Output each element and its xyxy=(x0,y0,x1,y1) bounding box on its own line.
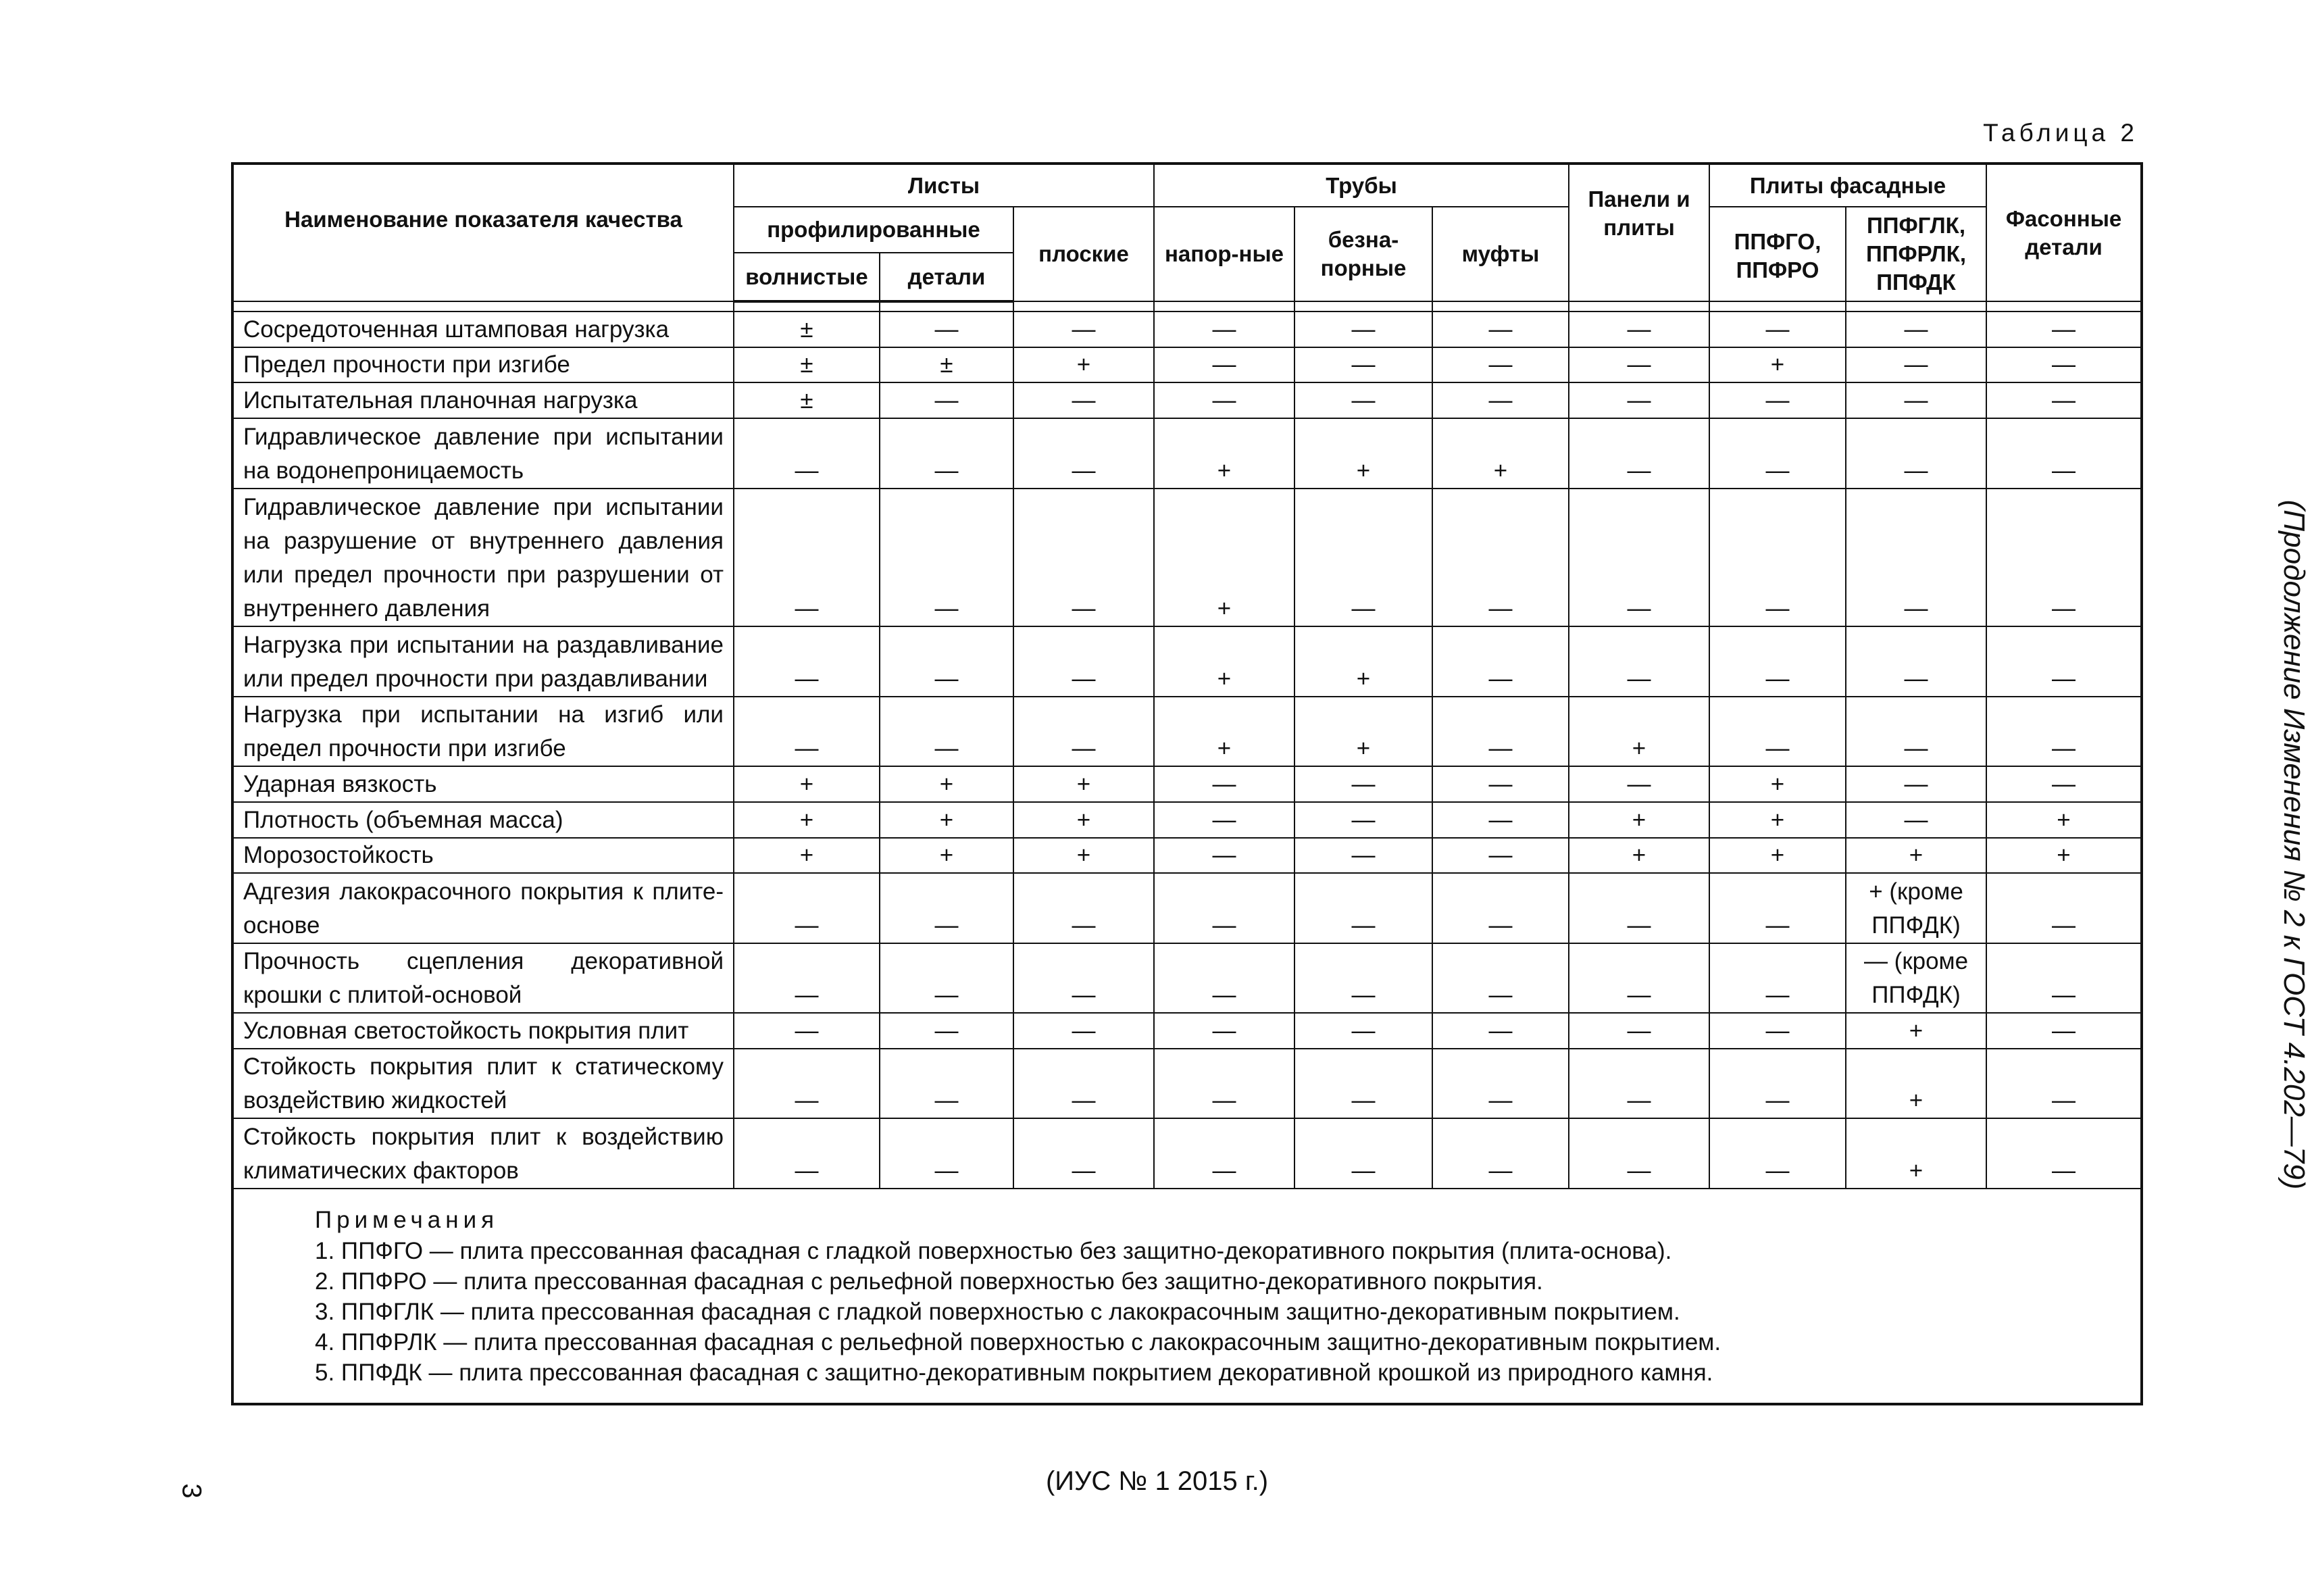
row-value: — xyxy=(1432,1049,1569,1118)
row-name: Испытательная планочная нагрузка xyxy=(232,382,734,418)
table-row xyxy=(232,418,2142,488)
row-value: — xyxy=(1013,873,1154,943)
row-value: — xyxy=(880,311,1013,347)
header-truby: Трубы xyxy=(1154,164,1569,207)
row-value: — xyxy=(1154,766,1294,802)
row-name: Предел прочности при изгибе xyxy=(232,347,734,383)
notes-block xyxy=(232,1189,2142,1404)
row-value: — xyxy=(1154,311,1294,347)
row-value: — xyxy=(880,1049,1013,1118)
row-name: Ударная вязкость xyxy=(232,766,734,802)
row-value: + xyxy=(734,766,880,802)
row-value: — xyxy=(1986,766,2142,802)
table-row xyxy=(232,802,2142,838)
row-value: — xyxy=(1986,1118,2142,1189)
row-value: — xyxy=(734,1118,880,1189)
row-value: — xyxy=(1569,943,1709,1013)
row-value: — xyxy=(1709,1118,1846,1189)
row-value: — xyxy=(1986,1013,2142,1049)
row-value: — xyxy=(1294,489,1432,627)
row-value: — xyxy=(1569,873,1709,943)
row-value: — xyxy=(1986,943,2142,1013)
row-value: — xyxy=(1709,943,1846,1013)
row-value: — xyxy=(1986,311,2142,347)
row-value: — xyxy=(1154,802,1294,838)
row-value: + xyxy=(1154,489,1294,627)
row-value: — xyxy=(1432,382,1569,418)
row-name: Гидравлическое давление при испытании на разрушение от внутреннего давления или предел прочности при разрушении от внутреннего давления xyxy=(232,489,734,627)
row-value: — xyxy=(1294,943,1432,1013)
row-value: + xyxy=(1013,766,1154,802)
row-value: — xyxy=(1709,418,1846,488)
row-value: — xyxy=(880,943,1013,1013)
note-item: 3. ППФГЛК — плита прессованная фасадная с гладкой поверхностью с лакокрасочным защитно-декоративным покрытием. xyxy=(315,1298,1680,1325)
row-value: — xyxy=(1432,489,1569,627)
row-value: + xyxy=(1709,766,1846,802)
table-row xyxy=(232,311,2142,347)
row-name: Стойкость покрытия плит к статическому воздействию жидкостей xyxy=(232,1049,734,1118)
row-value: + xyxy=(1986,802,2142,838)
row-name: Морозостойкость xyxy=(232,838,734,874)
table-row xyxy=(232,873,2142,943)
header-napornye: напор-ные xyxy=(1154,207,1294,301)
note-item: 2. ППФРО — плита прессованная фасадная с рельефной поверхностью без защитно-декоративного покрытия. xyxy=(315,1268,1543,1295)
table-row xyxy=(232,347,2142,383)
row-value: — xyxy=(1432,838,1569,874)
table-row xyxy=(232,943,2142,1013)
header-listy: Листы xyxy=(734,164,1154,207)
row-value: — xyxy=(1294,1049,1432,1118)
row-value: — xyxy=(1709,1013,1846,1049)
row-name: Плотность (объемная масса) xyxy=(232,802,734,838)
header-fasonnye: Фасонные детали xyxy=(1986,164,2142,301)
row-value: — xyxy=(1986,873,2142,943)
row-name: Прочность сцепления декоративной крошки с плитой-основой xyxy=(232,943,734,1013)
row-value: + xyxy=(880,766,1013,802)
row-value: — xyxy=(1294,766,1432,802)
row-value: — xyxy=(1154,347,1294,383)
row-value: — xyxy=(880,697,1013,766)
row-value: — (кроме ППФДК) xyxy=(1846,943,1986,1013)
row-value: + xyxy=(1294,626,1432,696)
row-value: — xyxy=(1154,943,1294,1013)
row-value: — xyxy=(1013,1049,1154,1118)
row-value: — xyxy=(1294,873,1432,943)
row-name: Нагрузка при испытании на изгиб или предел прочности при изгибе xyxy=(232,697,734,766)
row-value: + xyxy=(1846,1118,1986,1189)
row-value: + xyxy=(1294,418,1432,488)
row-name: Адгезия лакокрасочного покрытия к плите-основе xyxy=(232,873,734,943)
row-value: — xyxy=(734,626,880,696)
row-value: + xyxy=(1154,626,1294,696)
row-value: ± xyxy=(880,347,1013,383)
row-value: — xyxy=(734,489,880,627)
row-value: + xyxy=(1013,802,1154,838)
header-volnistye: волнистые xyxy=(734,253,880,301)
row-value: + xyxy=(1709,838,1846,874)
row-value: — xyxy=(1432,626,1569,696)
row-value: — xyxy=(1432,766,1569,802)
header-paneli: Панели и плиты xyxy=(1569,164,1709,301)
row-name: Гидравлическое давление при испытании на водонепроницаемость xyxy=(232,418,734,488)
row-value: + xyxy=(1846,1049,1986,1118)
table-row xyxy=(232,1013,2142,1049)
row-value: — xyxy=(880,489,1013,627)
row-name: Нагрузка при испытании на раздавливание или предел прочности при раздавливании xyxy=(232,626,734,696)
row-value: — xyxy=(880,382,1013,418)
row-value: — xyxy=(734,697,880,766)
row-value: — xyxy=(1432,1013,1569,1049)
row-value: — xyxy=(1432,311,1569,347)
row-value: — xyxy=(1569,626,1709,696)
row-value: — xyxy=(1986,418,2142,488)
header-plity: Плиты фасадные xyxy=(1709,164,1986,207)
row-value: — xyxy=(1569,311,1709,347)
row-value: — xyxy=(1154,1013,1294,1049)
table-row xyxy=(232,1049,2142,1118)
row-value: — xyxy=(880,873,1013,943)
row-value: — xyxy=(1432,802,1569,838)
header-beznapornye: безна-порные xyxy=(1294,207,1432,301)
row-value: — xyxy=(1294,347,1432,383)
row-value: — xyxy=(1986,347,2142,383)
row-name: Сосредоточенная штамповая нагрузка xyxy=(232,311,734,347)
row-value: + xyxy=(1569,802,1709,838)
spacer-row xyxy=(232,301,2142,311)
row-value: + xyxy=(1569,697,1709,766)
header-ppfglk: ППФГЛК, ППФРЛК, ППФДК xyxy=(1846,207,1986,301)
row-value: ± xyxy=(734,382,880,418)
row-value: — xyxy=(1294,802,1432,838)
row-value: + xyxy=(1432,418,1569,488)
row-value: — xyxy=(1986,697,2142,766)
row-value: — xyxy=(1432,873,1569,943)
row-value: — xyxy=(1154,382,1294,418)
header-name-col: Наименование показателя качества xyxy=(232,164,734,301)
notes-title: Примечания xyxy=(315,1206,499,1233)
footer-issue: (ИУС № 1 2015 г.) xyxy=(1045,1466,1269,1496)
row-value: + xyxy=(1986,838,2142,874)
table-row xyxy=(232,626,2142,696)
row-name: Условная светостойкость покрытия плит xyxy=(232,1013,734,1049)
note-item: 5. ППФДК — плита прессованная фасадная с защитно-декоративным покрытием декоративной крошкой из природного камня. xyxy=(315,1359,1713,1386)
row-value: — xyxy=(1846,418,1986,488)
row-value: — xyxy=(1846,697,1986,766)
row-value: — xyxy=(1986,626,2142,696)
row-value: — xyxy=(1294,838,1432,874)
header-ppfgo: ППФГО, ППФРО xyxy=(1709,207,1846,301)
row-value: — xyxy=(1432,347,1569,383)
row-value: — xyxy=(1013,697,1154,766)
row-value: — xyxy=(1154,873,1294,943)
row-value: — xyxy=(1013,943,1154,1013)
row-value: — xyxy=(1569,382,1709,418)
row-value: — xyxy=(1569,347,1709,383)
row-value: + xyxy=(734,802,880,838)
row-value: + xyxy=(1569,838,1709,874)
row-value: — xyxy=(1709,697,1846,766)
row-name: Стойкость покрытия плит к воздействию климатических факторов xyxy=(232,1118,734,1189)
row-value: — xyxy=(1709,1049,1846,1118)
row-value: — xyxy=(1013,1118,1154,1189)
row-value: + xyxy=(1846,1013,1986,1049)
row-value: — xyxy=(1154,1118,1294,1189)
row-value: — xyxy=(1846,802,1986,838)
row-value: — xyxy=(734,1049,880,1118)
row-value: — xyxy=(1569,1118,1709,1189)
row-value: — xyxy=(1846,311,1986,347)
row-value: — xyxy=(1569,489,1709,627)
row-value: — xyxy=(1294,311,1432,347)
row-value: — xyxy=(1013,1013,1154,1049)
row-value: + xyxy=(1709,802,1846,838)
row-value: — xyxy=(1013,382,1154,418)
row-value: — xyxy=(1154,1049,1294,1118)
row-value: — xyxy=(1013,418,1154,488)
table-row xyxy=(232,489,2142,627)
page-number: 3 xyxy=(176,1483,207,1499)
row-value: — xyxy=(1709,626,1846,696)
row-value: — xyxy=(1986,1049,2142,1118)
header-profilirovannye: профилированные xyxy=(734,207,1013,253)
row-value: — xyxy=(1709,311,1846,347)
row-value: + xyxy=(1709,347,1846,383)
table-row xyxy=(232,1118,2142,1189)
row-value: — xyxy=(1294,382,1432,418)
row-value: — xyxy=(1013,489,1154,627)
row-value: + xyxy=(1154,418,1294,488)
row-value: — xyxy=(1013,626,1154,696)
row-value: — xyxy=(1569,1013,1709,1049)
row-value: — xyxy=(1294,1013,1432,1049)
row-value: — xyxy=(1432,697,1569,766)
row-value: — xyxy=(1846,766,1986,802)
row-value: ± xyxy=(734,347,880,383)
row-value: — xyxy=(1432,943,1569,1013)
row-value: + xyxy=(1154,697,1294,766)
row-value: — xyxy=(1432,1118,1569,1189)
row-value: — xyxy=(1569,766,1709,802)
row-value: — xyxy=(1986,382,2142,418)
row-value: + (кроме ППФДК) xyxy=(1846,873,1986,943)
side-continuation-text: (Продолжение Изменения № 2 к ГОСТ 4.202—79) xyxy=(2278,499,2311,1190)
row-value: + xyxy=(1294,697,1432,766)
row-value: + xyxy=(1013,838,1154,874)
table-row xyxy=(232,697,2142,766)
row-value: — xyxy=(1709,382,1846,418)
row-value: + xyxy=(1846,838,1986,874)
row-value: — xyxy=(1986,489,2142,627)
row-value: — xyxy=(1846,489,1986,627)
row-value: — xyxy=(1709,873,1846,943)
table-row xyxy=(232,382,2142,418)
row-value: — xyxy=(1846,347,1986,383)
row-value: — xyxy=(1709,489,1846,627)
row-value: — xyxy=(1846,382,1986,418)
row-value: — xyxy=(1154,838,1294,874)
quality-indicators-table xyxy=(231,162,2143,1405)
row-value: — xyxy=(1294,1118,1432,1189)
row-value: — xyxy=(880,1013,1013,1049)
note-item: 4. ППФРЛК — плита прессованная фасадная с рельефной поверхностью с лакокрасочным защитно-декоративным покрытием. xyxy=(315,1328,1721,1355)
note-item: 1. ППФГО — плита прессованная фасадная с гладкой поверхностью без защитно-декоративного покрытия (плита-основа). xyxy=(315,1237,1672,1264)
row-value: — xyxy=(880,626,1013,696)
row-value: — xyxy=(880,418,1013,488)
row-value: — xyxy=(734,873,880,943)
row-value: — xyxy=(734,1013,880,1049)
table-caption: Таблица 2 xyxy=(1983,119,2138,147)
row-value: — xyxy=(734,418,880,488)
row-value: — xyxy=(1013,311,1154,347)
header-ploskie: плоские xyxy=(1013,207,1154,301)
table-row xyxy=(232,838,2142,874)
row-value: — xyxy=(1569,418,1709,488)
row-value: + xyxy=(734,838,880,874)
table-row xyxy=(232,766,2142,802)
row-value: ± xyxy=(734,311,880,347)
row-value: + xyxy=(880,802,1013,838)
row-value: — xyxy=(880,1118,1013,1189)
row-value: — xyxy=(1569,1049,1709,1118)
row-value: — xyxy=(1846,626,1986,696)
row-value: + xyxy=(1013,347,1154,383)
header-mufty: муфты xyxy=(1432,207,1569,301)
row-value: — xyxy=(734,943,880,1013)
header-detali: детали xyxy=(880,253,1013,301)
row-value: + xyxy=(880,838,1013,874)
